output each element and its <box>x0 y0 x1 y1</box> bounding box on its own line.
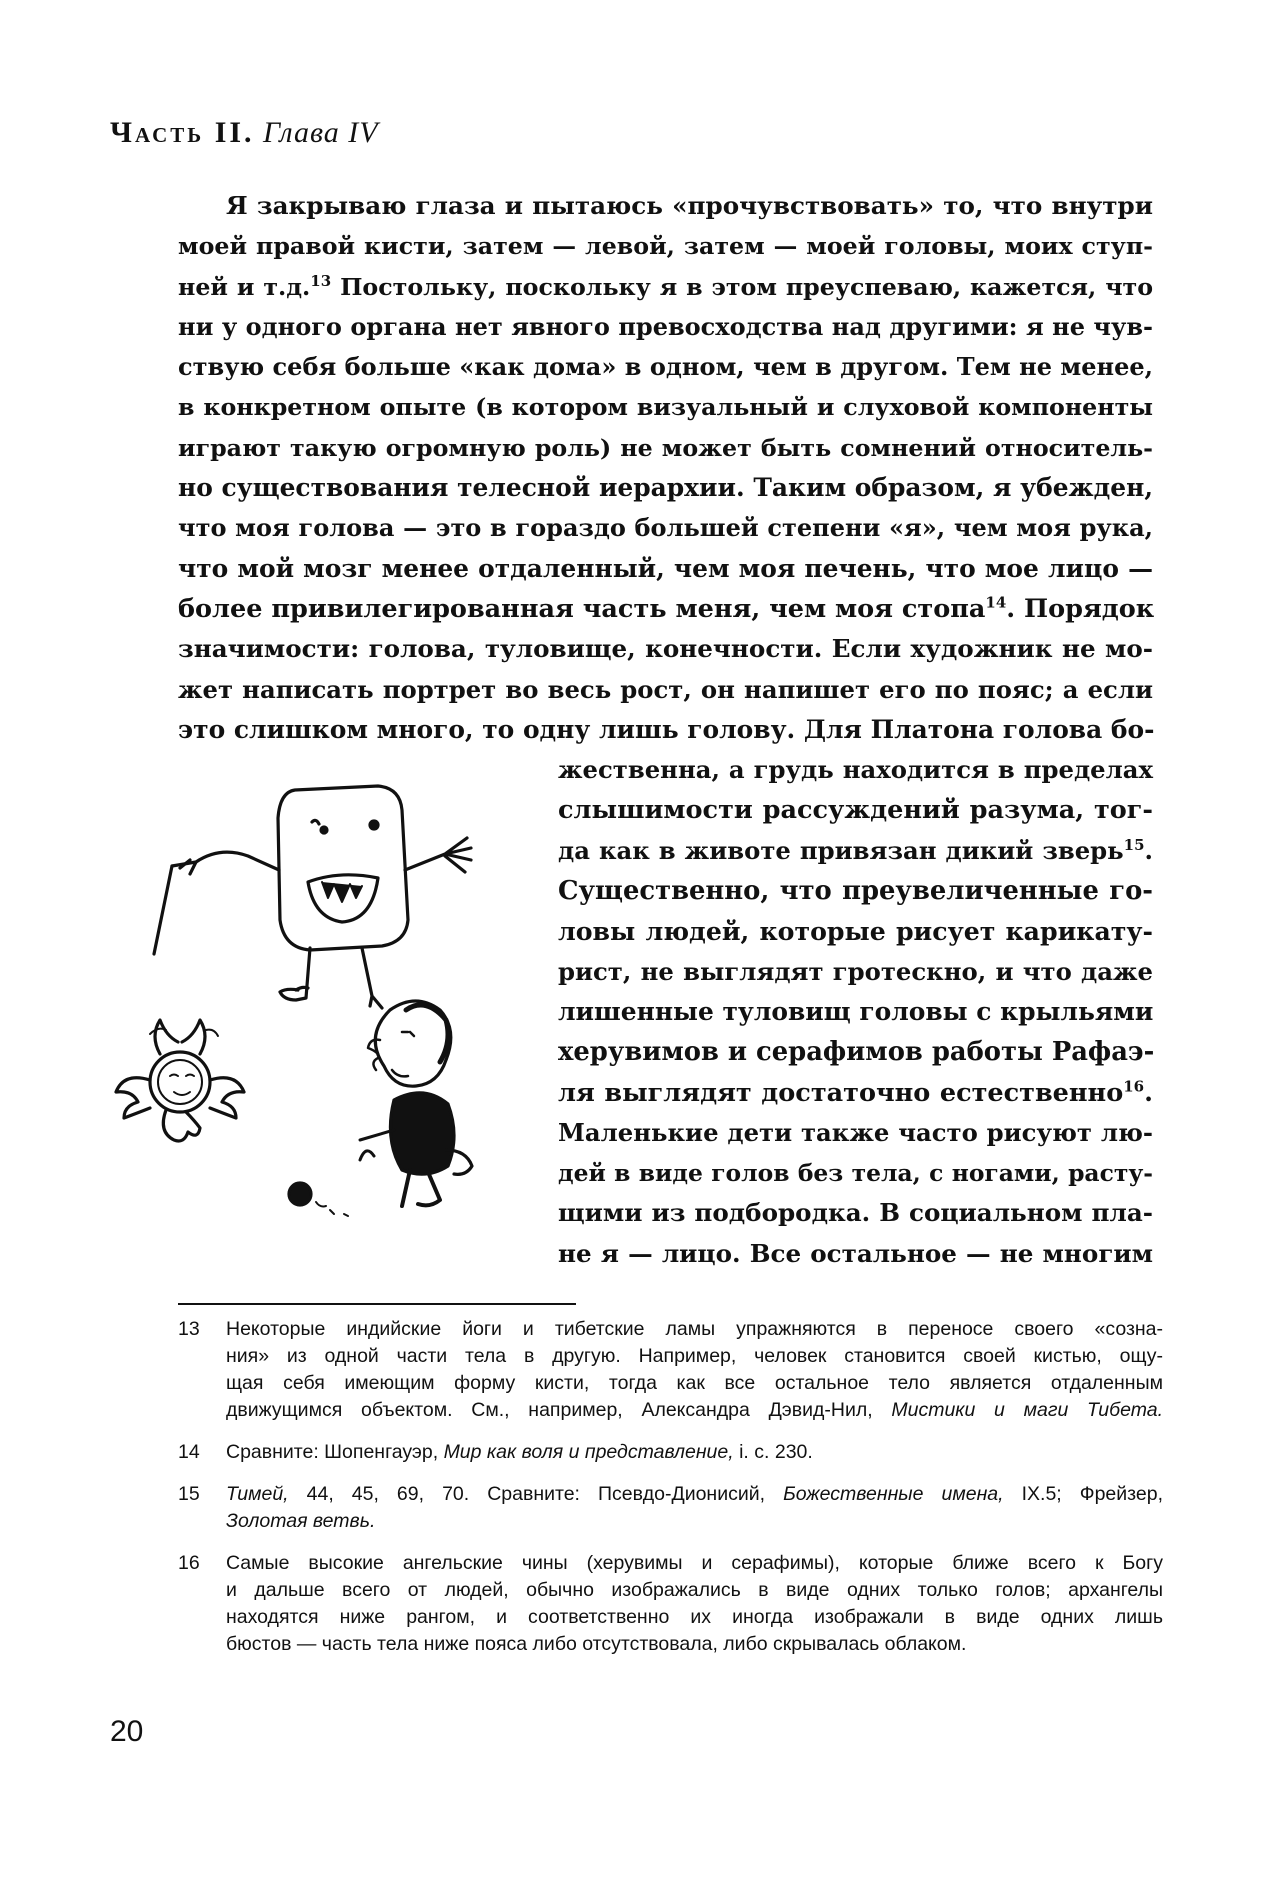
footnote-number: 16 <box>178 1552 200 1574</box>
footnote-14 <box>178 1439 1163 1466</box>
footnote-number: 13 <box>178 1318 200 1340</box>
book-title: Мир как воля и представление, <box>443 1441 734 1463</box>
text-line: дей в виде голов без тела, с ногами, расту- <box>558 1159 1153 1188</box>
footnote-ref-13[interactable]: 13 <box>310 271 332 290</box>
footnote-segment: Сравните: Шопенгауэр, <box>226 1441 439 1463</box>
text-line: что моя голова — это в гораздо большей степени «я», чем моя рука, <box>178 513 1153 543</box>
footnote-line: находятся ниже рангом, и соответственно их иногда изображали в виде одних лишь <box>226 1606 1163 1628</box>
footnote-13 <box>178 1316 1163 1424</box>
text-line: в конкретном опыте (в котором визуальный и слуховой компоненты <box>178 393 1153 422</box>
text-segment: более привилегированная часть меня, чем моя стопа <box>178 593 986 624</box>
text-segment: Постольку, поскольку я в этом преуспеваю, кажется, что <box>340 272 1154 301</box>
footnote-15 <box>178 1481 1163 1535</box>
footnote-ref-14[interactable]: 14 <box>985 593 1007 612</box>
text-line: более привилегированная часть меня, чем моя стопа$^{14}$. Порядок <box>178 593 1155 624</box>
text-line: что мой мозг менее отдаленный, чем моя печень, что мое лицо — <box>178 553 1153 583</box>
text-line: жественна, а грудь находится в пределах <box>558 755 1153 785</box>
book-title: Золотая ветвь. <box>226 1510 376 1532</box>
text-line: слышимости рассуждений разума, тог- <box>558 795 1153 826</box>
footnote-line <box>226 1508 1163 1535</box>
footnote-text <box>226 1439 1163 1466</box>
cherub-drawing <box>116 1020 244 1141</box>
sketch-illustrations <box>110 770 560 1250</box>
text-line: рист, не выглядят гротескно, и что даже <box>558 956 1153 986</box>
text-line: жет написать портрет во весь рост, он напишет его по пояс; а если <box>178 674 1153 704</box>
running-head-part: Часть II. <box>110 116 255 149</box>
text-line: ни у одного органа нет явного превосходства над другими: я не чув- <box>178 311 1153 341</box>
footnote-line: бюстов — часть тела ниже пояса либо отсутствовала, либо скрывалась облаком. <box>226 1633 967 1655</box>
running-head <box>110 116 379 150</box>
text-line: Я закрываю глаза и пытаюсь «прочувствовать» то, что внутри <box>226 191 1153 220</box>
footnote-ref-15[interactable]: 15 <box>1123 835 1145 854</box>
footnote-number: 15 <box>178 1483 200 1505</box>
footnote-segment: движущимся объектом. См., например, Александра Дэвид-Нил, <box>226 1399 873 1421</box>
text-segment: да как в животе привязан дикий зверь <box>558 835 1124 865</box>
footnote-line <box>226 1397 1163 1424</box>
footnote-text <box>226 1316 1163 1424</box>
footnote-ref-16[interactable]: 16 <box>1123 1077 1145 1096</box>
text-line: ствую себя больше «как дома» в одном, чем в другом. Тем не менее, <box>178 352 1153 382</box>
footnote-number: 14 <box>178 1441 200 1463</box>
footnote-line: Некоторые индийские йоги и тибетские ламы упражняются в переносе своего «созна- <box>226 1318 1163 1340</box>
footnote-16 <box>178 1550 1163 1658</box>
running-head-chapter: Глава IV <box>263 116 379 149</box>
text-line: ля выглядят достаточно естественно$^{16}$. <box>558 1077 1153 1108</box>
footnote-line: щая себя имеющим форму кисти, тогда как все остальное тело является отдаленным <box>226 1372 1163 1394</box>
text-line: ловы людей, которые рисует карикату- <box>558 916 1153 947</box>
text-line: моей правой кисти, затем — левой, затем — моей головы, моих ступ- <box>178 232 1153 261</box>
text-line: херувимов и серафимов работы Рафаэ- <box>558 1037 1155 1068</box>
caricature-figure-drawing <box>289 1001 472 1216</box>
footnote-segment: IX.5; Фрейзер, <box>1021 1483 1164 1505</box>
text-line: лишенные туловищ головы с крыльями <box>558 996 1154 1026</box>
page-number: 20 <box>110 1715 144 1748</box>
footnote-line: ния» из одной части тела в другую. Например, человек становится своей кистью, ощу- <box>226 1345 1163 1367</box>
text-segment: Порядок <box>1024 593 1155 624</box>
text-segment: ля выглядят достаточно естественно <box>558 1077 1124 1108</box>
book-title: Божественные имена, <box>783 1483 1004 1505</box>
text-line <box>178 267 1153 307</box>
footnotes <box>178 1316 1163 1673</box>
footnote-line <box>226 1481 1163 1508</box>
text-line: играют такую огромную роль) не может быть сомнений относитель- <box>178 433 1153 462</box>
footnote-segment: i. с. 230. <box>739 1441 813 1463</box>
text-line: Маленькие дети также часто рисуют лю- <box>558 1117 1153 1147</box>
text-line: значимости: голова, туловище, конечности. Если художник не мо- <box>178 634 1153 664</box>
footnote-text <box>226 1481 1163 1535</box>
footnote-line: и дальше всего от людей, обычно изображались в виде одних только голов; архангелы <box>226 1579 1163 1601</box>
text-segment: ней и т.д. <box>178 272 311 301</box>
text-line: щими из подбородка. В социальном пла- <box>558 1198 1153 1228</box>
book-title: Тимей, <box>226 1483 289 1505</box>
text-line: это слишком много, то одну лишь голову. Для Платона голова бо- <box>178 714 1155 744</box>
square-monster-drawing <box>154 786 471 1008</box>
footnote-divider <box>178 1303 576 1305</box>
text-line: но существования телесной иерархии. Таким образом, я убежден, <box>178 473 1153 503</box>
book-title: Мистики и маги Тибета. <box>891 1399 1164 1421</box>
footnote-line: Самые высокие ангельские чины (херувимы и серафимы), которые ближе всего к Богу <box>226 1552 1163 1574</box>
footnote-text <box>226 1550 1163 1658</box>
text-line: не я — лицо. Все остальное — не многим <box>558 1238 1153 1268</box>
text-line: Существенно, что преувеличенные го- <box>558 876 1153 907</box>
text-line: да как в животе привязан дикий зверь$^{15}$. <box>558 835 1153 865</box>
footnote-segment: 44, 45, 69, 70. Сравните: Псевдо-Дионисий, <box>306 1483 766 1505</box>
